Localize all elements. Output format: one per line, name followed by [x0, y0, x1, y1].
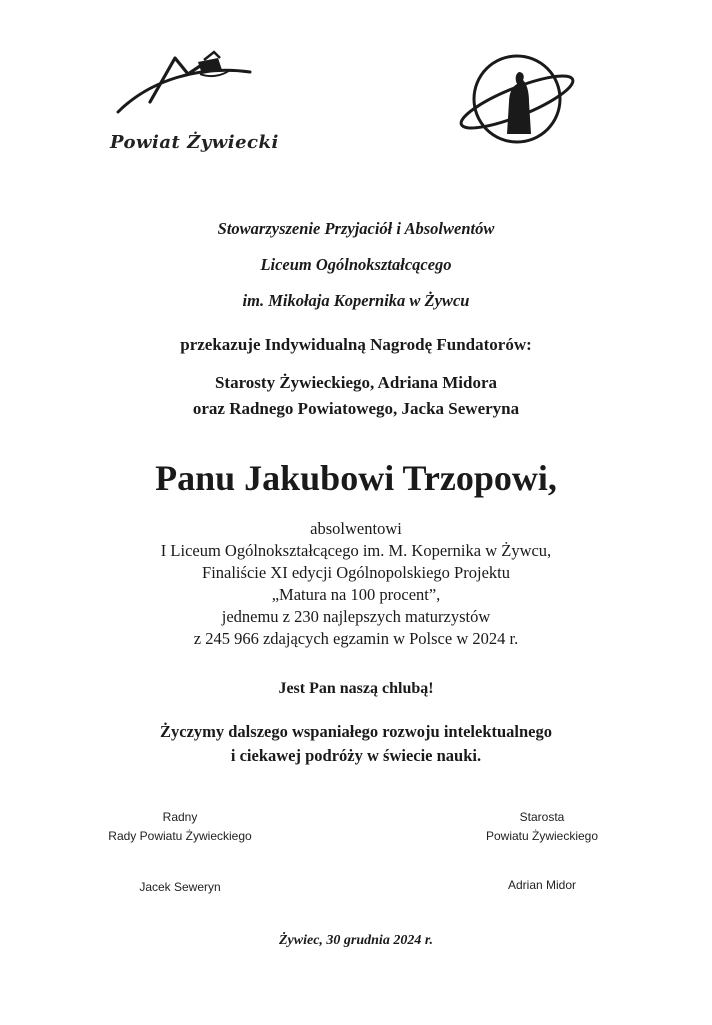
- description-line: „Matura na 100 procent”,: [271, 585, 441, 604]
- founders: [40, 370, 672, 422]
- signature-title-line: Radny: [162, 810, 198, 824]
- description-line: I Liceum Ogólnokształcącego im. M. Kopernika w Żywcu,: [160, 541, 552, 560]
- right-signature-name: Adrian Midor: [507, 878, 577, 892]
- wishes-line: Życzymy dalszego wspaniałego rozwoju intelektualnego: [159, 722, 552, 741]
- powiat-emblem-icon: [110, 40, 290, 130]
- organization-name: [40, 215, 672, 315]
- founders-line: Starosty Żywieckiego, Adriana Midora: [214, 373, 498, 392]
- description-line: Finaliście XI edycji Ogólnopolskiego Projektu: [202, 563, 510, 582]
- signature-title-line: Rady Powiatu Żywieckiego: [108, 829, 252, 843]
- award-line: przekazuje Indywidualną Nagrodę Fundatorów:: [180, 335, 532, 354]
- left-signature-title: [80, 808, 280, 846]
- founders-line: oraz Radnego Powiatowego, Jacka Seweryna: [192, 399, 520, 418]
- wishes-line: i ciekawej podróży w świecie nauki.: [230, 746, 482, 765]
- organization-line: Liceum Ogólnokształcącego: [260, 255, 452, 274]
- signature-title-line: Starosta: [519, 810, 565, 824]
- pride-statement: Jest Pan naszą chlubą!: [278, 680, 434, 697]
- powiat-logo-text: Powiat Żywiecki: [110, 132, 279, 153]
- description-line: jednemu z 230 najlepszych maturzystów: [221, 607, 491, 626]
- organization-line: Stowarzyszenie Przyjaciół i Absolwentów: [217, 219, 495, 238]
- left-signature-name: Jacek Seweryn: [139, 880, 221, 894]
- organization-line: im. Mikołaja Kopernika w Żywcu: [242, 291, 470, 310]
- right-signature-title: [442, 808, 642, 846]
- orbit-emblem-icon: [455, 44, 580, 154]
- description-line: z 245 966 zdających egzamin w Polsce w 2024 r.: [193, 629, 519, 648]
- signature-title-line: Powiatu Żywieckiego: [485, 829, 599, 843]
- school-logo: [455, 44, 580, 154]
- description-line: absolwentowi: [310, 519, 402, 538]
- date-line: Żywiec, 30 grudnia 2024 r.: [278, 933, 433, 948]
- powiat-logo: [110, 40, 290, 170]
- recipient-name: Panu Jakubowi Trzopowi,: [155, 458, 557, 498]
- wishes: [40, 720, 672, 768]
- description: [40, 518, 672, 650]
